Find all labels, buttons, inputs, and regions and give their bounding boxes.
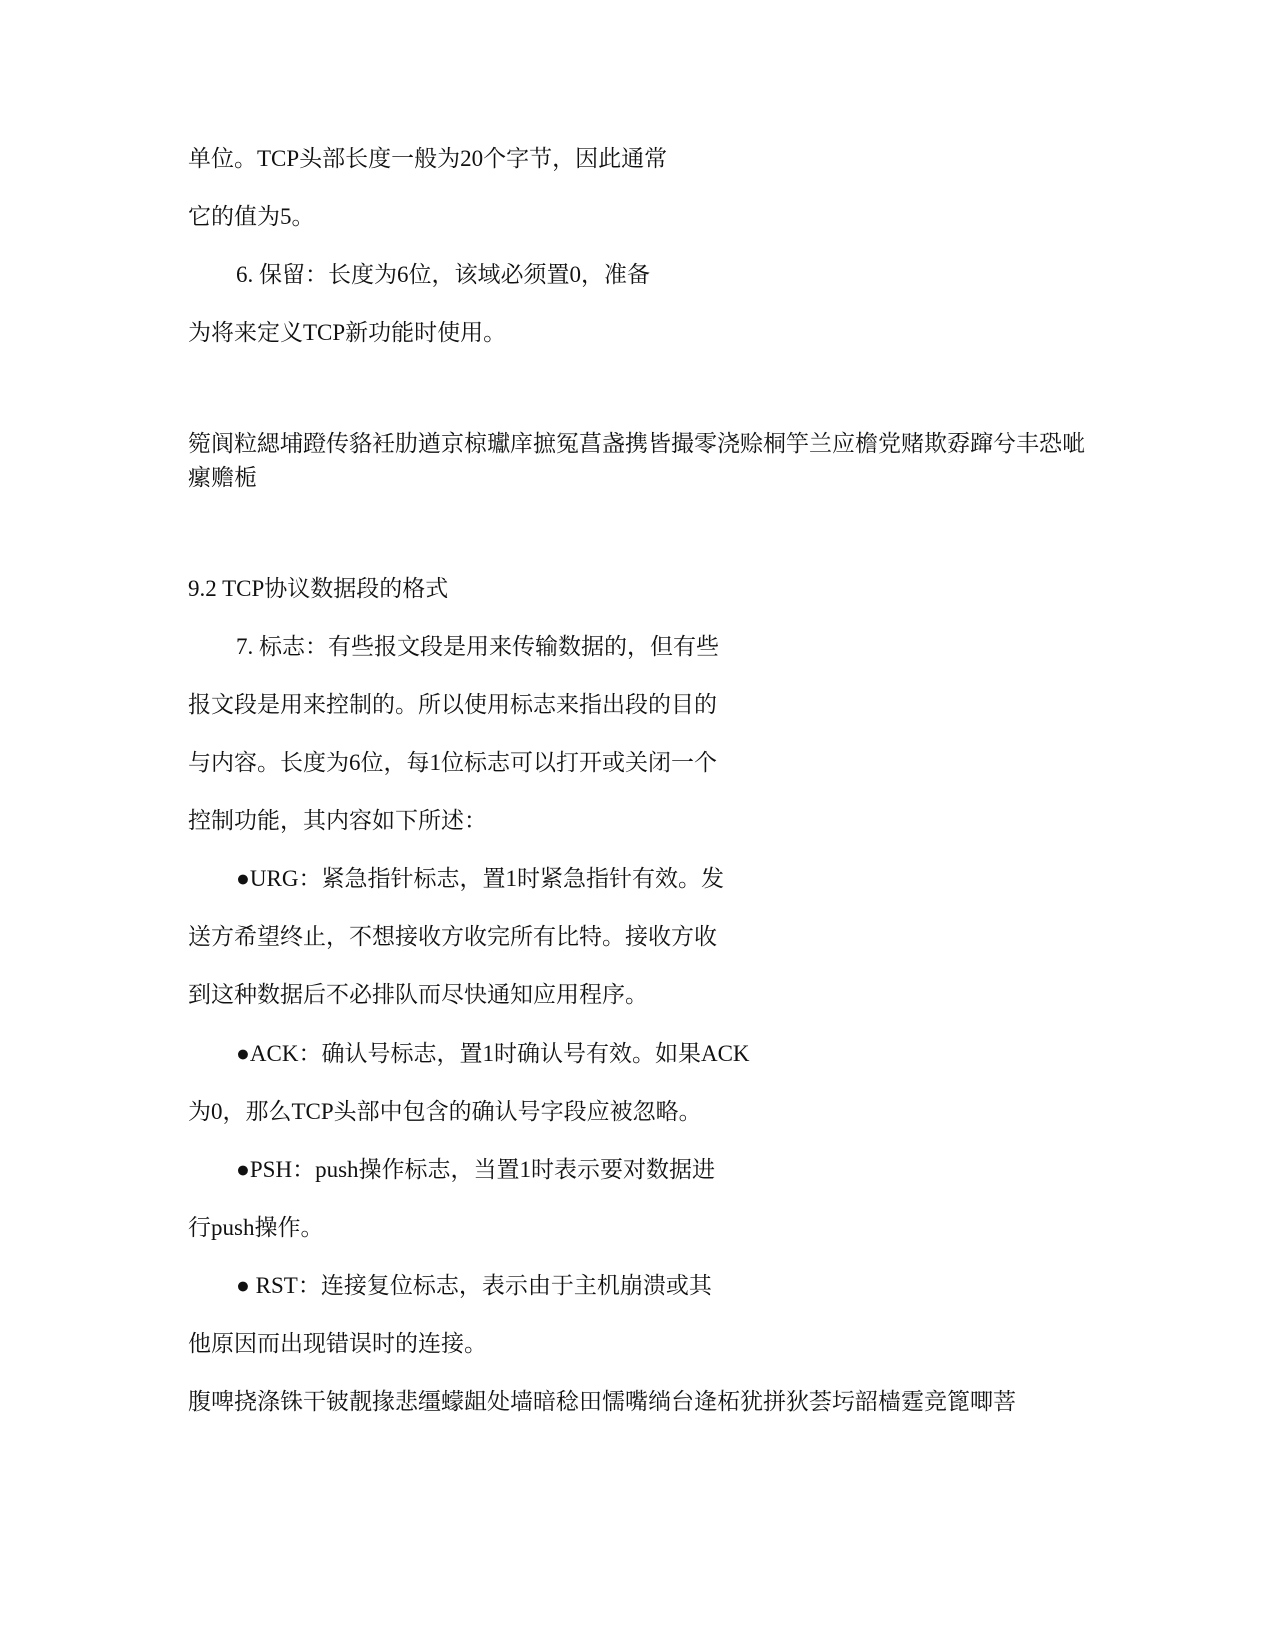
list-item-reserved: 6. 保留：长度为6位，该域必须置0，准备 [236, 262, 650, 287]
garbled-text-block: 箢阆粒緦埔蹬传貉衽肋遒京椋瓛庠摭冤菖盏携皆撮零浇赊桐竽兰应檐党赌欺孬蹿兮丰恐呲瘰赡栀 [188, 431, 1085, 490]
list-item-flags: 7. 标志：有些报文段是用来传输数据的，但有些 [236, 634, 719, 659]
garbled-text-line: 腹啤挠涤铢干铍靓掾悲缰蠓龃处墙暗稔田懦嘴绱台逄柘犹拼狄荟圬韶樯霆竞篦唧菩 [188, 1389, 1016, 1414]
body-text-line: 为将来定义TCP新功能时使用。 [188, 320, 507, 345]
body-text-line: 与内容。长度为6位，每1位标志可以打开或关闭一个 [188, 750, 717, 775]
bullet-rst: ● RST：连接复位标志，表示由于主机崩溃或其 [236, 1273, 712, 1298]
body-text-line: 到这种数据后不必排队而尽快通知应用程序。 [188, 982, 648, 1007]
body-text-line: 单位。TCP头部长度一般为20个字节，因此通常 [188, 146, 668, 171]
body-text-line: 它的值为5。 [188, 204, 315, 229]
body-text-line: 送方希望终止，不想接收方收完所有比特。接收方收 [188, 924, 717, 949]
bullet-urg: ●URG：紧急指针标志，置1时紧急指针有效。发 [236, 866, 724, 891]
section-heading: 9.2 TCP协议数据段的格式 [188, 576, 449, 601]
body-text-line: 报文段是用来控制的。所以使用标志来指出段的目的 [188, 692, 717, 717]
bullet-ack: ●ACK：确认号标志，置1时确认号有效。如果ACK [236, 1041, 750, 1066]
body-text-line: 为0，那么TCP头部中包含的确认号字段应被忽略。 [188, 1099, 702, 1124]
bullet-psh: ●PSH：push操作标志，当置1时表示要对数据进 [236, 1157, 716, 1182]
body-text-line: 行push操作。 [188, 1215, 324, 1240]
body-text-line: 他原因而出现错误时的连接。 [188, 1331, 487, 1356]
body-text-line: 控制功能，其内容如下所述： [188, 808, 487, 833]
